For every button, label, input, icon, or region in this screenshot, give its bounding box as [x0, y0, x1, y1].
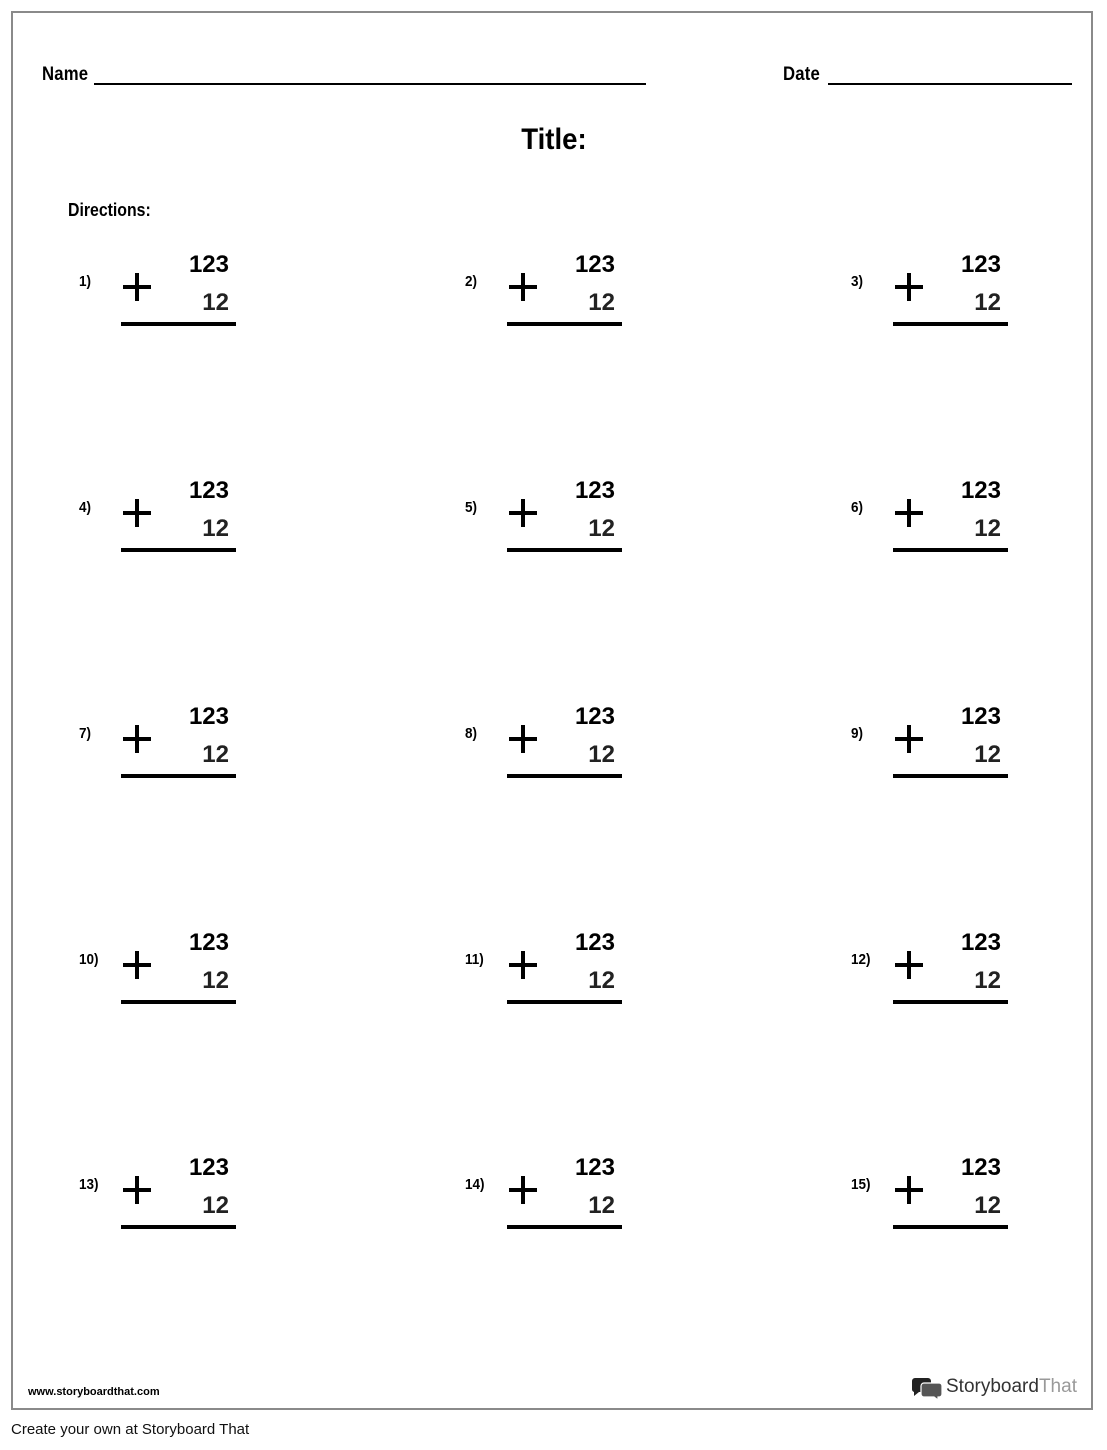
problem-top-number: 123	[188, 477, 229, 504]
problem-bottom-number: 12	[588, 515, 615, 542]
problem-bottom-number: 12	[202, 741, 229, 768]
logo-text	[946, 1376, 1077, 1398]
answer-line	[507, 1000, 622, 1004]
answer-line	[893, 774, 1008, 778]
problem-bottom-number: 12	[588, 289, 615, 316]
problem-number: 4)	[79, 499, 92, 516]
answer-line	[893, 322, 1008, 326]
answer-line	[507, 548, 622, 552]
problem-top-number: 123	[960, 251, 1001, 278]
problem-bottom-number: 12	[202, 289, 229, 316]
answer-line	[507, 1225, 622, 1229]
speech-bubbles-icon	[910, 1376, 944, 1400]
answer-line	[507, 322, 622, 326]
directions-label: Directions:	[68, 200, 151, 220]
problem-number: 15)	[851, 1176, 871, 1193]
problem-number: 5)	[465, 499, 478, 516]
problem-number: 2)	[465, 273, 478, 290]
problem-top-number: 123	[574, 703, 615, 730]
problem-13	[79, 1154, 259, 1244]
logo-text-light: That	[1038, 1376, 1077, 1397]
problem-number: 12)	[851, 951, 871, 968]
footer-url: www.storyboardthat.com	[28, 1386, 160, 1398]
name-line	[94, 83, 646, 85]
problem-15	[851, 1154, 1031, 1244]
problem-6	[851, 477, 1031, 567]
problem-number: 3)	[851, 273, 864, 290]
problem-number: 13)	[79, 1176, 99, 1193]
problem-11	[465, 929, 645, 1019]
problem-bottom-number: 12	[974, 289, 1001, 316]
problem-number: 11)	[465, 951, 484, 968]
problem-number: 8)	[465, 725, 478, 742]
worksheet-page	[11, 11, 1093, 1410]
problem-top-number: 123	[960, 1154, 1001, 1181]
problem-8	[465, 703, 645, 793]
problem-top-number: 123	[960, 929, 1001, 956]
answer-line	[121, 1225, 236, 1229]
problem-1	[79, 251, 259, 341]
problem-bottom-number: 12	[974, 741, 1001, 768]
answer-line	[893, 548, 1008, 552]
problem-number: 14)	[465, 1176, 485, 1193]
problem-number: 7)	[79, 725, 92, 742]
answer-line	[893, 1000, 1008, 1004]
problem-top-number: 123	[188, 1154, 229, 1181]
problem-top-number: 123	[960, 477, 1001, 504]
problem-bottom-number: 12	[202, 1192, 229, 1219]
date-label: Date	[783, 64, 820, 85]
problem-top-number: 123	[188, 251, 229, 278]
problem-bottom-number: 12	[202, 515, 229, 542]
problem-4	[79, 477, 259, 567]
problem-bottom-number: 12	[974, 515, 1001, 542]
credit-link[interactable]: Create your own at Storyboard That	[11, 1421, 250, 1438]
problem-10	[79, 929, 259, 1019]
problem-3	[851, 251, 1031, 341]
problem-5	[465, 477, 645, 567]
problem-12	[851, 929, 1031, 1019]
problem-top-number: 123	[574, 251, 615, 278]
problem-top-number: 123	[188, 929, 229, 956]
problem-number: 6)	[851, 499, 864, 516]
problem-bottom-number: 12	[588, 741, 615, 768]
logo-text-main: Storyboard	[946, 1376, 1039, 1397]
answer-line	[121, 1000, 236, 1004]
problem-top-number: 123	[574, 929, 615, 956]
problem-bottom-number: 12	[588, 1192, 615, 1219]
problem-top-number: 123	[574, 1154, 615, 1181]
answer-line	[507, 774, 622, 778]
problem-number: 9)	[851, 725, 864, 742]
answer-line	[121, 774, 236, 778]
problem-top-number: 123	[574, 477, 615, 504]
answer-line	[121, 322, 236, 326]
problem-bottom-number: 12	[202, 967, 229, 994]
problem-number: 10)	[79, 951, 99, 968]
problem-bottom-number: 12	[974, 967, 1001, 994]
problem-14	[465, 1154, 645, 1244]
problem-bottom-number: 12	[588, 967, 615, 994]
problem-number: 1)	[79, 273, 92, 290]
problem-top-number: 123	[960, 703, 1001, 730]
problem-7	[79, 703, 259, 793]
problem-9	[851, 703, 1031, 793]
date-line	[828, 83, 1072, 85]
answer-line	[893, 1225, 1008, 1229]
answer-line	[121, 548, 236, 552]
page-title: Title:	[521, 123, 587, 156]
name-label: Name	[42, 64, 89, 85]
problem-2	[465, 251, 645, 341]
problem-bottom-number: 12	[974, 1192, 1001, 1219]
problem-top-number: 123	[188, 703, 229, 730]
